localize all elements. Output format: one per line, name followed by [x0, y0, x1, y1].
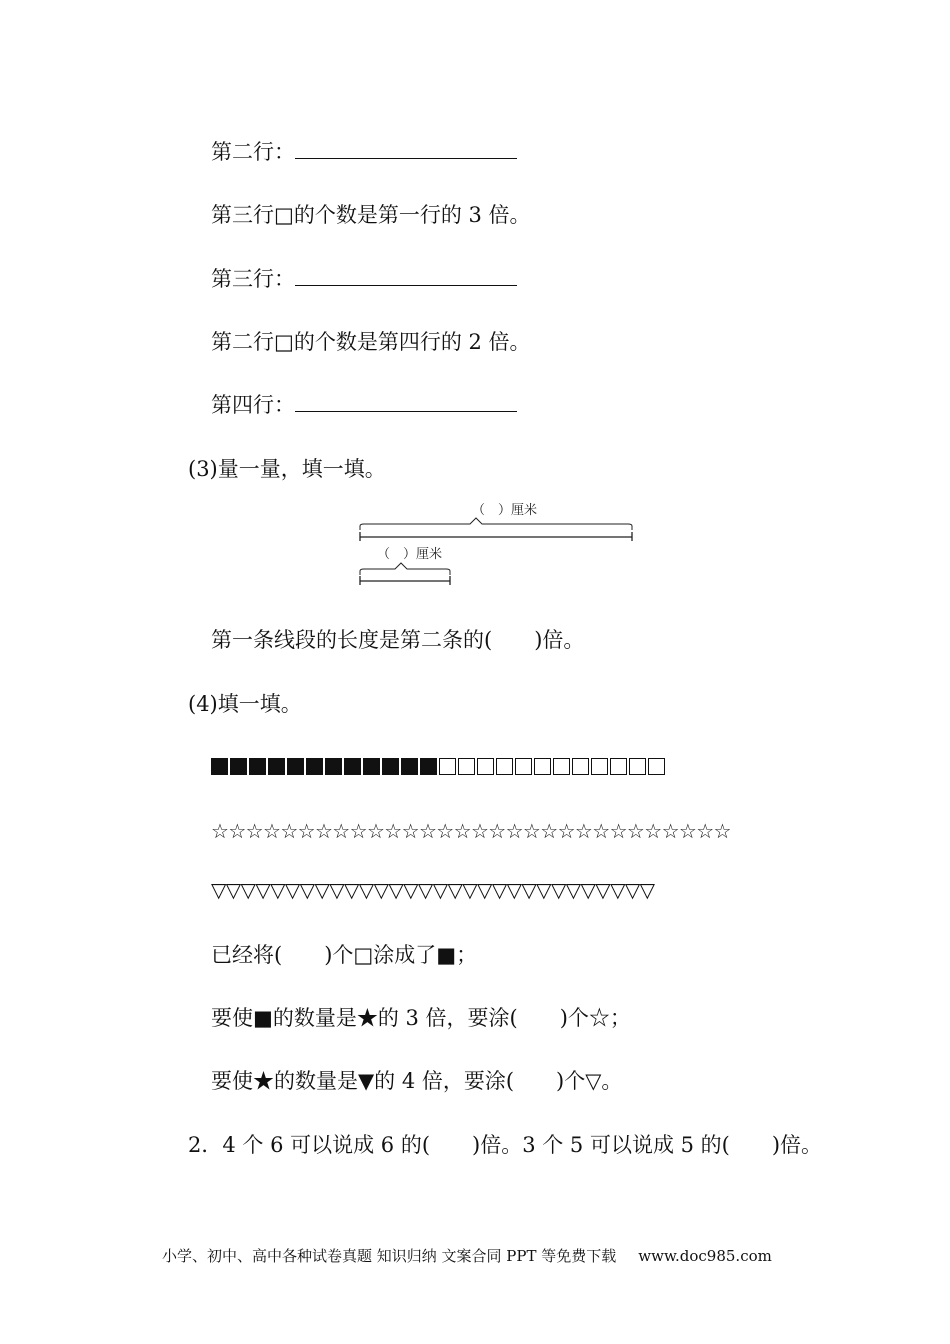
filled-square: [249, 758, 266, 775]
filled-square: [420, 758, 437, 775]
row2-answer-blank[interactable]: [295, 138, 517, 159]
row4-line: [211, 391, 517, 419]
filled-square: [363, 758, 380, 775]
empty-square: [572, 758, 589, 775]
footer-text: 小学、初中、高中各种试卷真题 知识归纳 文案合同 PPT 等免费下载: [162, 1247, 617, 1265]
row3-description: 第三行□的个数是第一行的 3 倍。: [211, 203, 531, 227]
empty-square: [591, 758, 608, 775]
stars-row: ☆☆☆☆☆☆☆☆☆☆☆☆☆☆☆☆☆☆☆☆☆☆☆☆☆☆☆☆☆☆: [211, 819, 731, 843]
question-3-answer: 第一条线段的长度是第二条的( )倍。: [211, 628, 585, 652]
filled-square: [344, 758, 361, 775]
empty-square: [648, 758, 665, 775]
row3-line: [211, 265, 517, 293]
segment1-brace: [360, 518, 632, 530]
segment1-label: （ ）厘米: [472, 503, 538, 518]
footer: [162, 1245, 772, 1266]
row4-label: 第四行：: [211, 393, 295, 417]
question-4-title: (4)填一填。: [188, 692, 302, 716]
segment2-brace: [360, 563, 450, 575]
empty-square: [515, 758, 532, 775]
row4-description: 第二行□的个数是第四行的 2 倍。: [211, 330, 531, 354]
empty-square: [439, 758, 456, 775]
filled-square: [268, 758, 285, 775]
fill-line-3: 要使★的数量是▼的 4 倍，要涂( )个▽。: [211, 1069, 623, 1093]
filled-square: [401, 758, 418, 775]
question-3-title: (3)量一量，填一填。: [188, 457, 386, 481]
filled-square: [211, 758, 228, 775]
squares-row: [211, 758, 665, 775]
fill-line-1: 已经将( )个□涂成了■；: [211, 943, 478, 967]
row3-answer-blank[interactable]: [295, 265, 517, 286]
row2-label: 第二行：: [211, 140, 295, 164]
question-2: 2．4 个 6 可以说成 6 的( )倍。3 个 5 可以说成 5 的( )倍。: [188, 1133, 823, 1157]
triangles-row: ▽▽▽▽▽▽▽▽▽▽▽▽▽▽▽▽▽▽▽▽▽▽▽▽▽▽▽▽▽▽: [211, 878, 655, 902]
filled-square: [306, 758, 323, 775]
row4-answer-blank[interactable]: [295, 391, 517, 412]
empty-square: [629, 758, 646, 775]
fill-line-2: 要使■的数量是★的 3 倍，要涂( )个☆；: [211, 1006, 631, 1030]
filled-square: [382, 758, 399, 775]
segment-diagram: [350, 498, 650, 588]
segment2-label: （ ）厘米: [377, 547, 443, 562]
empty-square: [477, 758, 494, 775]
filled-square: [230, 758, 247, 775]
filled-square: [325, 758, 342, 775]
empty-square: [534, 758, 551, 775]
empty-square: [458, 758, 475, 775]
empty-square: [496, 758, 513, 775]
footer-url[interactable]: www.doc985.com: [638, 1247, 772, 1265]
row2-line: [211, 138, 517, 166]
empty-square: [610, 758, 627, 775]
row3-label: 第三行：: [211, 267, 295, 291]
empty-square: [553, 758, 570, 775]
filled-square: [287, 758, 304, 775]
